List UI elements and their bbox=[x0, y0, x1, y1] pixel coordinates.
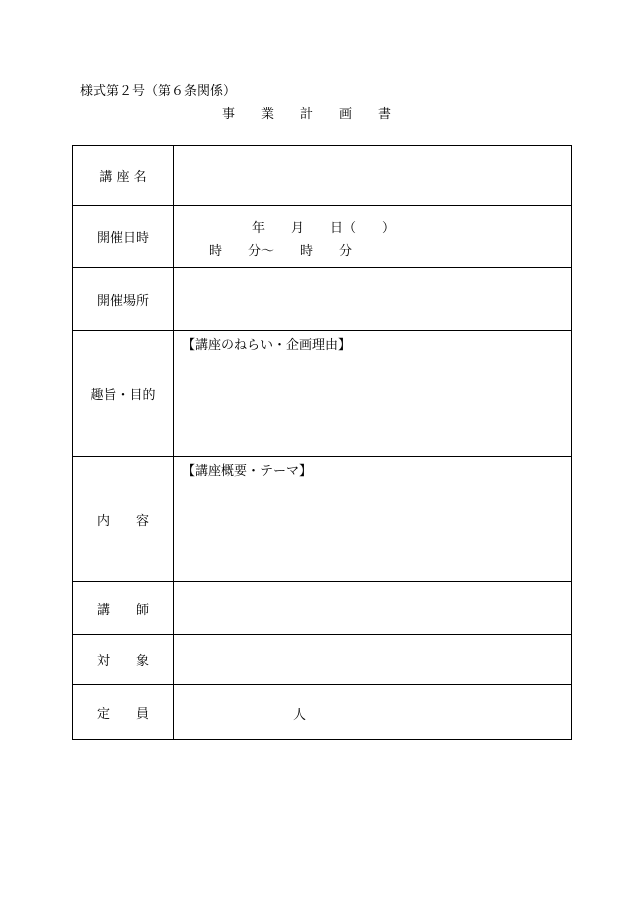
row-purpose bbox=[73, 331, 572, 457]
row-datetime bbox=[73, 206, 572, 268]
row-venue bbox=[73, 268, 572, 331]
course-name-label: 講 座 名 bbox=[73, 146, 174, 206]
capacity-unit: 人 bbox=[293, 708, 307, 723]
course-name-field[interactable] bbox=[174, 146, 572, 206]
content-label: 内 容 bbox=[73, 457, 174, 582]
purpose-label: 趣旨・目的 bbox=[73, 331, 174, 457]
purpose-subheading: 【講座のねらい・企画理由】 bbox=[182, 338, 352, 353]
date-line: 年 月 日（ ） bbox=[252, 221, 396, 236]
content-subheading: 【講座概要・テーマ】 bbox=[182, 464, 313, 479]
form-number: 様式第２号（第６条関係） bbox=[80, 84, 237, 99]
venue-label: 開催場所 bbox=[73, 268, 174, 331]
venue-field[interactable] bbox=[174, 268, 572, 331]
instructor-label: 講 師 bbox=[73, 582, 174, 635]
row-capacity bbox=[73, 685, 572, 740]
target-label: 対 象 bbox=[73, 635, 174, 685]
row-course-name bbox=[73, 146, 572, 206]
target-field[interactable] bbox=[174, 635, 572, 685]
row-instructor bbox=[73, 582, 572, 635]
capacity-label: 定 員 bbox=[73, 685, 174, 740]
document-title: 事 業 計 画 書 bbox=[222, 107, 392, 122]
plan-form-table bbox=[72, 145, 572, 740]
datetime-label: 開催日時 bbox=[73, 206, 174, 268]
capacity-field[interactable] bbox=[174, 685, 572, 740]
purpose-field[interactable] bbox=[174, 331, 572, 457]
instructor-field[interactable] bbox=[174, 582, 572, 635]
row-content bbox=[73, 457, 572, 582]
row-target bbox=[73, 635, 572, 685]
datetime-field[interactable] bbox=[174, 206, 572, 268]
content-field[interactable] bbox=[174, 457, 572, 582]
time-line: 時 分～ 時 分 bbox=[209, 244, 353, 259]
